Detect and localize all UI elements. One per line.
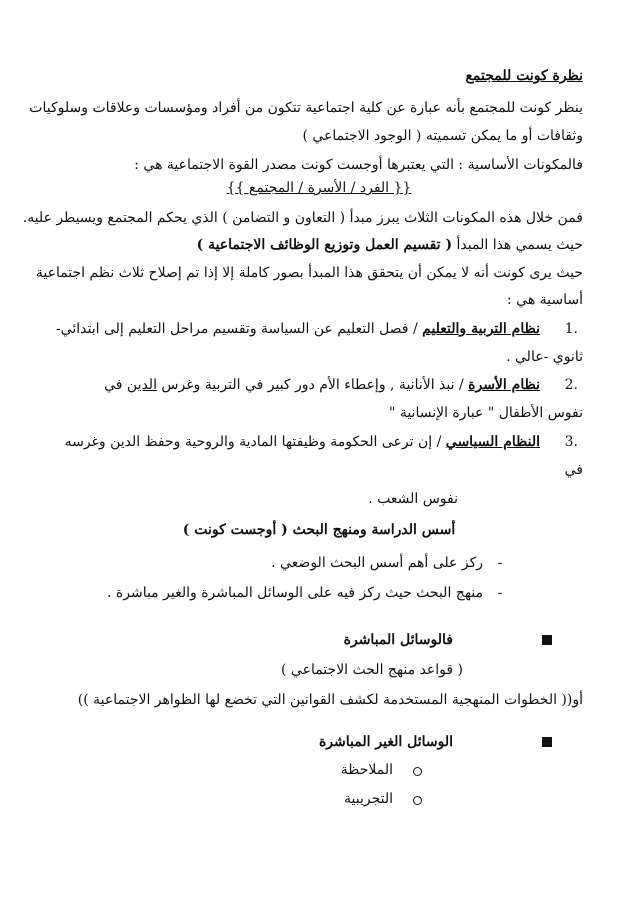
direct-means-heading: فالوسائل المباشرة (343, 632, 453, 648)
indirect-item-1-text: الملاحظة (340, 762, 393, 778)
principle-line-1: فمن خلال هذه المكونات الثلاث يبرز مبدأ ( التعاون و التضامن ) الذي يحكم المجتمع ويسيطر عليه. (22, 210, 583, 226)
page-title: نظرة كونت للمجتمع (465, 68, 583, 84)
indirect-means-heading: الوسائل الغير المباشرة (318, 734, 453, 750)
principle-line-2 (35, 235, 583, 255)
square-bullet-icon (542, 737, 552, 747)
method-point-2-text: منهج البحث حيث ركز فيه على الوسائل المباشرة والغير مباشرة . (107, 585, 483, 601)
system-2-continuation: نفوس الأطفال " عبارة الإنسانية " (388, 405, 583, 421)
dash-icon: - (497, 585, 503, 601)
system-1-heading: نظام التربية والتعليم (422, 321, 540, 337)
square-bullet-icon (542, 635, 552, 645)
indirect-item-2-text: التجريبية (344, 791, 393, 807)
principle-name: ( تقسيم العمل وتوزيع الوظائف الاجتماعية ) (196, 237, 453, 253)
system-2-tail: في (104, 377, 123, 393)
components-line: {{ الفرد / الأسرة / المجتمع }} (226, 180, 412, 196)
method-heading: أسس الدراسة ومنهج البحث ( أوجست كونت ) (182, 522, 456, 538)
system-1-continuation: ثانوي -عالي . (506, 349, 583, 365)
system-1-body: / فصل التعليم عن السياسة وتقسيم مراحل التعليم إلى ابتدائي- (55, 321, 418, 337)
intro-line-1: ينظر كونت للمجتمع بأنه عبارة عن كلية اجتماعية تتكون من أفراد ومؤسسات وعلاقات وسلوكيات (29, 100, 583, 116)
system-2-religion: الدين (126, 377, 157, 393)
circle-bullet-icon (413, 767, 422, 776)
system-3-number: .3 (564, 434, 578, 450)
principle-line-4: أساسية هي : (506, 292, 583, 308)
method-point-1-text: ركز على أهم أسس البحث الوضعي . (271, 555, 483, 571)
intro-line-2: وثقافات أو ما يمكن تسميته ( الوجود الاجتماعي ) (302, 128, 583, 144)
system-2-body: / نبذ الأنانية , وإعطاء الأم دور كبير في التربية وغرس (161, 377, 464, 393)
system-1-text (35, 319, 540, 339)
system-1-number: .1 (564, 321, 578, 337)
circle-bullet-icon (413, 796, 422, 805)
system-3-body: / إن ترعى الحكومة وظيفتها المادية والروحية وحفظ الدين وغرسه (64, 434, 442, 450)
direct-means-line-2: أو(( الخطوات المنهجية المستخدمة لكشف القوانين التي تخضع لها الظواهر الاجتماعية )) (77, 692, 583, 708)
dash-icon: - (497, 555, 503, 571)
system-2-number: .2 (564, 377, 578, 393)
system-3-continuation-2: نفوس الشعب . (368, 491, 458, 507)
system-2-heading: نظام الأسرة (468, 377, 540, 393)
system-2-text (35, 375, 540, 395)
principle-prefix: حيث يسمي هذا المبدأ (456, 237, 583, 253)
system-3-heading: النظام السياسي (445, 434, 540, 450)
direct-means-line-1: ( قواعد منهج الحث الاجتماعي ) (281, 662, 463, 678)
system-3-continuation: في (564, 462, 583, 478)
intro-line-3: فالمكونات الأساسية : التي يعتبرها أوجست كونت مصدر القوة الاجتماعية هي : (134, 157, 583, 173)
principle-line-3: حيث يرى كونت أنه لا يمكن أن يتحقق هذا المبدأ بصور كاملة إلا إذا تم إصلاح ثلاث نظم اجتماعية (35, 265, 583, 281)
system-3-text (35, 432, 540, 452)
